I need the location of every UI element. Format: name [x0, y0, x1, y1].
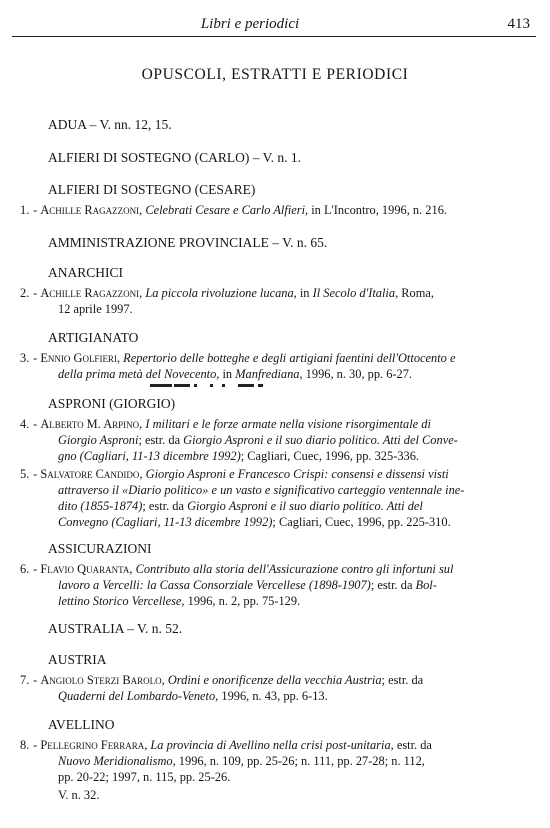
entry-source: , Roma,: [395, 286, 434, 300]
entry-2-continuation: 12 aprile 1997.: [58, 302, 133, 316]
header-rule: [12, 36, 536, 37]
entry-source: ; Cagliari, Cuec, 1996, pp. 225-310.: [272, 515, 451, 529]
entry-number: 8.: [20, 738, 30, 752]
entry-author: Achille Ragazzoni: [40, 203, 140, 217]
entry-author: Ennio Golfieri: [40, 351, 117, 365]
entry-7: 7. - Angiolo Sterzi Barolo, Ordini e onorificenze della vecchia Austria; estr. da: [20, 673, 424, 687]
page-number: 413: [507, 16, 530, 32]
entry-4-line-2: [58, 432, 458, 448]
entry-source: ; Cagliari, Cuec, 1996, pp. 325-336.: [240, 449, 420, 463]
entry-8-line-3: pp. 20-22; 1997, n. 115, pp. 25-26.: [58, 770, 231, 784]
entry-author: Angiolo Sterzi Barolo: [40, 673, 162, 687]
entry-source: , 1996, n. 2, pp. 75-129.: [181, 594, 301, 608]
entry-source-title: Nuovo Meridionalismo: [58, 754, 173, 768]
entry-title: Contributo alla storia dell'Assicurazione contro gli infortuni sul: [135, 562, 454, 576]
entry-source: , 1996, n. 109, pp. 25-26; n. 111, pp. 27-28; n. 112,: [172, 754, 425, 768]
entry-connector: , in: [293, 286, 313, 300]
running-title: Libri e periodici: [200, 16, 300, 32]
heading-assicurazioni: ASSICURAZIONI: [48, 541, 152, 556]
entry-6-line-2: [58, 577, 437, 593]
entry-8-line-2: [58, 753, 425, 769]
entry-journal: Il Secolo d'Italia: [312, 286, 396, 300]
entry-6-line-3: [58, 593, 300, 609]
entry-number: 3.: [20, 351, 30, 365]
ink-mark: [150, 382, 280, 390]
section-title: OPUSCOLI, ESTRATTI E PERIODICI: [141, 66, 409, 83]
entry-8-see-also: V. n. 32.: [58, 788, 100, 802]
entry-author: Achille Ragazzoni: [40, 286, 140, 300]
entry-title-cont: della prima metà del Novecento: [58, 367, 217, 381]
entry-connector: , in: [216, 367, 236, 381]
entry-3-continuation: [58, 366, 412, 382]
entry-author: Pellegrino Ferrara: [40, 738, 145, 752]
heading-artigianato: ARTIGIANATO: [48, 330, 139, 345]
heading-amministrazione: AMMINISTRAZIONE PROVINCIALE – V. n. 65.: [48, 235, 328, 250]
entry-number: 1.: [20, 203, 30, 217]
entry-connector: ; estr. da: [142, 499, 188, 513]
running-head: [0, 16, 550, 36]
entry-title: La provincia di Avellino nella crisi post-unitaria: [150, 738, 391, 752]
entry-source: , 1996, n. 30, pp. 6-27.: [299, 367, 413, 381]
entry-title: Celebrati Cesare e Carlo Alfieri: [145, 203, 306, 217]
entry-5: 5. - Salvatore Candido, Giorgio Asproni e Francesco Crispi: consensi e dissensi visti: [20, 467, 449, 481]
entry-source-title-cont: gno (Cagliari, 11-13 dicembre 1992): [58, 449, 241, 463]
entry-5-line-2: attraverso il «Diario politico» e un vasto e significativo carteggio ventennale ine-: [58, 483, 465, 497]
entry-5-line-4: [58, 514, 451, 530]
entry-6: 6. - Flavio Quaranta, Contributo alla storia dell'Assicurazione contro gli infortuni sul: [20, 562, 454, 576]
entry-source-title: Quaderni del Lombardo-Veneto: [58, 689, 216, 703]
entry-8: 8. - Pellegrino Ferrara, La provincia di Avellino nella crisi post-unitaria, estr. da: [20, 738, 432, 752]
entry-title: Ordini e onorificenze della vecchia Austria: [167, 673, 382, 687]
heading-alfieri-carlo: ALFIERI DI SOSTEGNO (CARLO) – V. n. 1.: [48, 150, 302, 165]
entry-connector: ; estr. da: [381, 673, 424, 687]
entry-title-cont: lavoro a Vercelli: la Cassa Consorziale Vercellese (1898-1907): [58, 578, 371, 592]
entry-title: Giorgio Asproni e Francesco Crispi: consensi e dissensi visti: [145, 467, 449, 481]
entry-3: 3. - Ennio Golfieri, Repertorio delle botteghe e degli artigiani faentini dell'Ottocento e: [20, 351, 456, 365]
heading-adua: ADUA – V. nn. 12, 15.: [48, 117, 172, 132]
entry-connector: ; estr. da: [370, 578, 416, 592]
entry-number: 5.: [20, 467, 30, 481]
entry-title: Repertorio delle botteghe e degli artigiani faentini dell'Ottocento e: [123, 351, 456, 365]
entry-author: Alberto M. Arpino: [40, 417, 140, 431]
heading-austria: AUSTRIA: [48, 652, 107, 667]
entry-source-title-cont: Convegno (Cagliari, 11-13 dicembre 1992): [58, 515, 273, 529]
entry-number: 2.: [20, 286, 30, 300]
entry-7-line-2: [58, 688, 328, 704]
entry-number: 6.: [20, 562, 30, 576]
heading-alfieri-cesare: ALFIERI DI SOSTEGNO (CESARE): [48, 182, 256, 197]
heading-avellino: AVELLINO: [48, 717, 115, 732]
entry-title: La piccola rivoluzione lucana: [145, 286, 294, 300]
entry-source: , 1996, n. 43, pp. 6-13.: [215, 689, 328, 703]
heading-asproni: ASPRONI (GIORGIO): [48, 396, 176, 411]
entry-number: 4.: [20, 417, 30, 431]
entry-source-title-cont: lettino Storico Vercellese: [58, 594, 182, 608]
entry-title: I militari e le forze armate nella visione risorgimentale di: [145, 417, 431, 431]
entry-4: 4. - Alberto M. Arpino, I militari e le forze armate nella visione risorgimentale di: [20, 417, 431, 431]
heading-anarchici: ANARCHICI: [48, 265, 124, 280]
entry-title-cont: dito (1855-1874): [58, 499, 143, 513]
entry-1: 1. - Achille Ragazzoni, Celebrati Cesare e Carlo Alfieri, in L'Incontro, 1996, n. 216.: [20, 203, 447, 217]
entry-number: 7.: [20, 673, 30, 687]
entry-4-line-3: [58, 448, 419, 464]
entry-connector: , estr. da: [390, 738, 432, 752]
entry-author: Flavio Quaranta: [40, 562, 130, 576]
entry-source-title: Giorgio Asproni e il suo diario politico. Atti del: [187, 499, 423, 513]
entry-author: Salvatore Candido: [40, 467, 140, 481]
entry-5-line-3: [58, 498, 423, 514]
entry-journal: Manfrediana: [235, 367, 300, 381]
entry-title-cont: Giorgio Asproni: [58, 433, 139, 447]
entry-source-title: Giorgio Asproni e il suo diario politico. Atti del Conve-: [183, 433, 458, 447]
heading-australia: AUSTRALIA – V. n. 52.: [48, 621, 183, 636]
entry-2: 2. - Achille Ragazzoni, La piccola rivoluzione lucana, in Il Secolo d'Italia, Roma,: [20, 286, 434, 300]
entry-source: , in L'Incontro, 1996, n. 216.: [305, 203, 447, 217]
entry-connector: ; estr. da: [138, 433, 184, 447]
entry-source-title: Bol-: [415, 578, 437, 592]
